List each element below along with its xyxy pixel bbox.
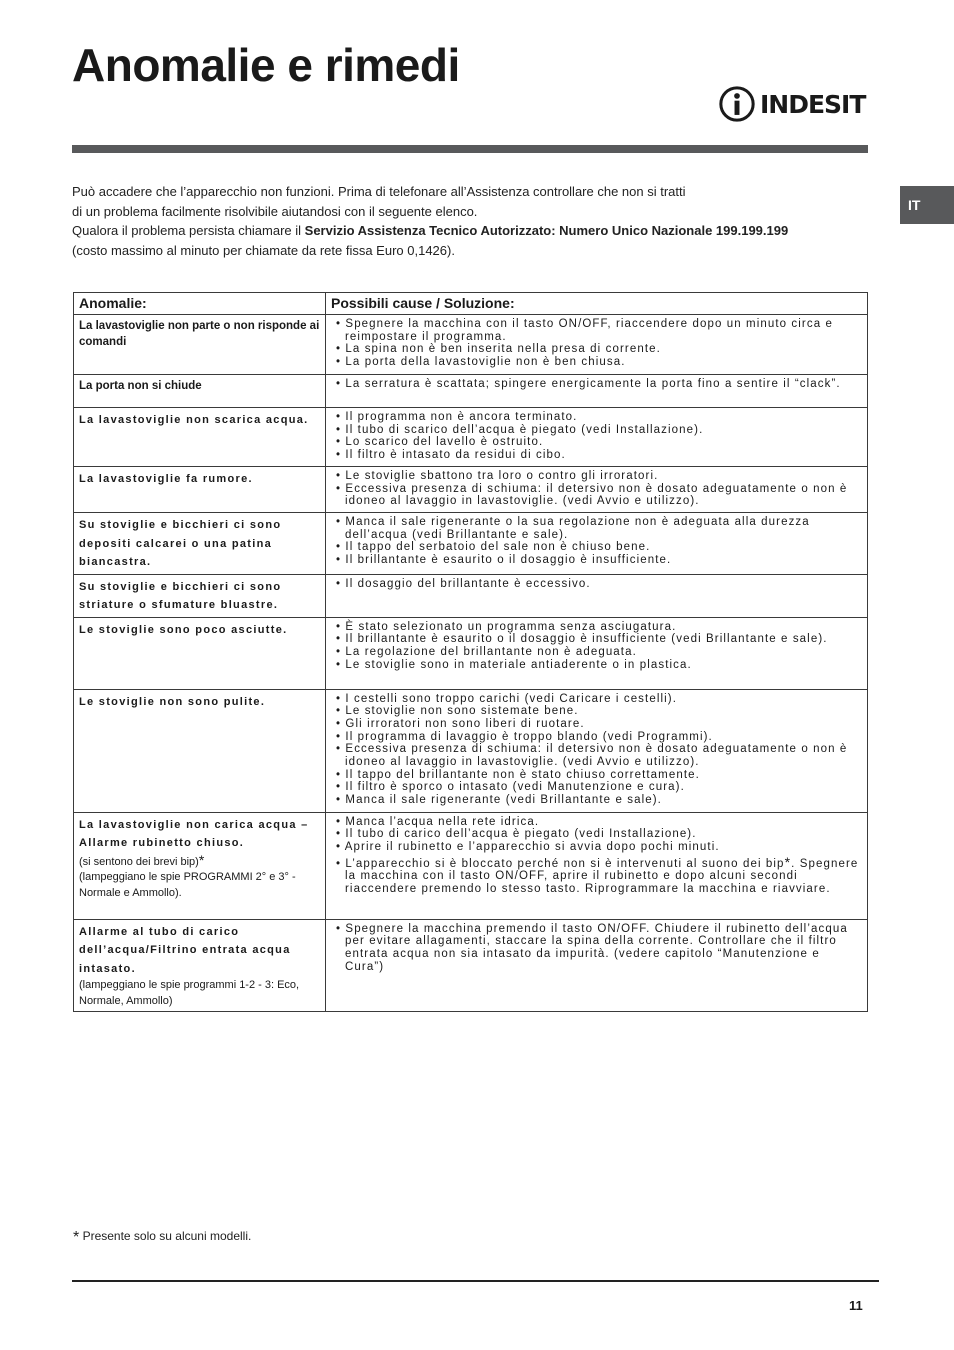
column-header-solution: Possibili cause / Soluzione: [326, 293, 868, 315]
solution-item: • È stato selezionato un programma senza asciugatura. [336, 620, 677, 633]
solution-item: • I cestelli sono troppo carichi (vedi Caricare i cestelli). [336, 692, 678, 705]
solution-item: • Il dosaggio del brillantante è eccessivo. [336, 577, 591, 590]
brand-logo [718, 84, 865, 124]
solution-item: • Le stoviglie non sono sistemate bene. [336, 705, 579, 718]
page-title: Anomalie e rimedi [72, 39, 460, 91]
solution-item: • Manca il sale rigenerante o la sua regolazione non è adeguata alla durezza dell’acqua (vedi Brillantante e sale). [336, 516, 810, 541]
table-header-row [74, 293, 868, 315]
table-row [74, 375, 868, 408]
solution-item: • Le stoviglie sono in materiale antiaderente o in plastica. [336, 658, 692, 671]
problem-cell: Le stoviglie sono poco asciutte. [74, 617, 326, 689]
solution-item: • Aprire il rubinetto e l’apparecchio si avvia dopo pochi minuti. [336, 840, 720, 853]
table-row [74, 617, 868, 689]
solution-cell [326, 689, 868, 812]
problem-note-text: (si sentono dei brevi bip) [79, 855, 199, 868]
intro-line: di un problema facilmente risolvibile aiutandosi con il seguente elenco. [72, 203, 478, 219]
problem-note [79, 853, 320, 871]
solution-item: • Il tubo di scarico dell’acqua è piegato (vedi Installazione). [336, 423, 704, 436]
table-row [74, 919, 868, 1012]
table-row [74, 689, 868, 812]
title-divider [72, 145, 868, 153]
problem-cell: Su stoviglie e bicchieri ci sono striature o sfumature bluastre. [74, 574, 326, 617]
solution-item: • La serratura è scattata; spingere energicamente la porta fino a sentire il “clack”. [336, 378, 841, 390]
problem-cell: Le stoviglie non sono pulite. [74, 689, 326, 812]
column-header-problem: Anomalie: [74, 293, 326, 315]
problem-cell: La lavastoviglie non scarica acqua. [74, 408, 326, 467]
solution-item: • Manca il sale rigenerante (vedi Brillantante e sale). [336, 794, 662, 807]
solution-cell [326, 315, 868, 375]
solution-cell [326, 408, 868, 467]
problem-cell: La porta non si chiude [74, 375, 326, 408]
solution-cell [326, 812, 868, 919]
solution-item: • Manca l’acqua nella rete idrica. [336, 815, 540, 828]
intro-line: Può accadere che l’apparecchio non funzioni. Prima di telefonare all’Assistenza controllare che non si tratti [72, 184, 686, 199]
solution-item: • Eccessiva presenza di schiuma: il detersivo non è dosato adeguatamente o non è idoneo al lavaggio in lavastoviglie. (vedi Avvio e utilizzo). [336, 482, 848, 508]
solution-item: • Il tubo di carico dell’acqua è piegato (vedi Installazione). [336, 828, 697, 841]
solution-item: • Il filtro è intasato da residui di cibo. [336, 449, 566, 462]
intro-prefix: Qualora il problema persista chiamare il [72, 223, 305, 238]
asterisk-mark: * [198, 851, 205, 868]
solution-item: • Le stoviglie sbattono tra loro o contro gli irroratori. [336, 470, 659, 482]
problem-note: (lampeggiano le spie PROGRAMMI 2° e 3° - Normale e Ammollo). [79, 871, 296, 899]
brand-name: INDESIT [760, 89, 866, 119]
solution-item: • La regolazione del brillantante non è adeguata. [336, 645, 637, 658]
asterisk-mark: * [784, 853, 792, 870]
solution-item: • Il tappo del serbatoio del sale non è chiuso bene. [336, 541, 651, 554]
solution-cell [326, 467, 868, 513]
solution-item: • Il brillantante è esaurito o il dosaggio è insufficiente (vedi Brillantante e sale). [336, 633, 828, 646]
problem-cell: La lavastoviglie fa rumore. [74, 467, 326, 513]
table-row [74, 315, 868, 375]
problem-cell [74, 812, 326, 919]
solution-item: • Il tappo del brillantante non è stato chiuso correttamente. [336, 768, 700, 781]
page-number: 11 [849, 1298, 863, 1313]
solution-item: • Il programma non è ancora terminato. [336, 411, 578, 423]
problem-cell: La lavastoviglie non parte o non risponde ai comandi [74, 315, 326, 375]
table-row [74, 408, 868, 467]
asterisk-mark: * [73, 1229, 80, 1246]
solution-text: • L’apparecchio si è bloccato perché non si è intervenuti al suono dei bip [336, 857, 785, 870]
problem-note: (lampeggiano le spie programmi 1-2 - 3: Eco, Normale, Ammollo) [79, 979, 300, 1007]
troubleshooting-table [73, 292, 868, 1012]
solution-cell [326, 513, 868, 575]
language-tab: IT [900, 186, 954, 224]
table-row [74, 467, 868, 513]
indesit-logo-icon [718, 85, 756, 123]
problem-cell [74, 919, 326, 1012]
solution-item: • Spegnere la macchina premendo il tasto ON/OFF. Chiudere il rubinetto dell’acqua per evitare allagamenti, staccare la spina della corrente. Controllare che il filtro entrata acqua non sia intasato da impurità. (vedere capitolo “Manutenzione e Cura”) [336, 922, 848, 973]
table-row [74, 513, 868, 575]
intro-line [72, 221, 872, 241]
solution-item [331, 853, 862, 896]
solution-cell [326, 375, 868, 408]
intro-line: (costo massimo al minuto per chiamate da rete fissa Euro 0,1426). [72, 242, 455, 258]
solution-item: • Il programma di lavaggio è troppo blando (vedi Programmi). [336, 730, 713, 743]
footnote [73, 1229, 251, 1247]
problem-title: La lavastoviglie non carica acqua – Allarme rubinetto chiuso. [79, 818, 309, 849]
solution-item: • La porta della lavastoviglie non è ben chiusa. [336, 356, 626, 369]
footnote-text: Presente solo su alcuni modelli. [79, 1229, 252, 1243]
solution-item: • La spina non è ben inserita nella presa di corrente. [336, 343, 661, 356]
solution-text: . Spegnere la macchina con il tasto ON/OFF, aprire il rubinetto e dopo alcuni secondi riaccendere premendo lo stesso tasto. Riprogrammare la macchina e riavviare. [345, 857, 859, 896]
problem-cell: Su stoviglie e bicchieri ci sono depositi calcarei o una patina biancastra. [74, 513, 326, 575]
intro-text [72, 182, 872, 260]
solution-item: • Il filtro è sporco o intasato (vedi Manutenzione e cura). [336, 781, 685, 794]
solution-item: • Spegnere la macchina con il tasto ON/OFF, riaccendere dopo un minuto circa e reimpostare il programma. [336, 318, 834, 343]
solution-item: • Gli irroratori non sono liberi di ruotare. [336, 717, 585, 730]
solution-cell [326, 617, 868, 689]
service-number: Servizio Assistenza Tecnico Autorizzato: Numero Unico Nazionale 199.199.199 [304, 223, 789, 238]
solution-item: • Lo scarico del lavello è ostruito. [336, 436, 544, 449]
solution-item: • Il brillantante è esaurito o il dosaggio è insufficiente. [336, 554, 672, 567]
solution-cell [326, 919, 868, 1012]
problem-title: Allarme al tubo di carico dell’acqua/Filtrino entrata acqua intasato. [79, 925, 291, 975]
table-row [74, 812, 868, 919]
table-row [74, 574, 868, 617]
solution-cell [326, 574, 868, 617]
footer-divider [72, 1280, 879, 1282]
solution-item: • Eccessiva presenza di schiuma: il detersivo non è dosato adeguatamente o non è idoneo al lavaggio in lavastoviglie. (vedi Avvio e utilizzo). [336, 743, 848, 769]
